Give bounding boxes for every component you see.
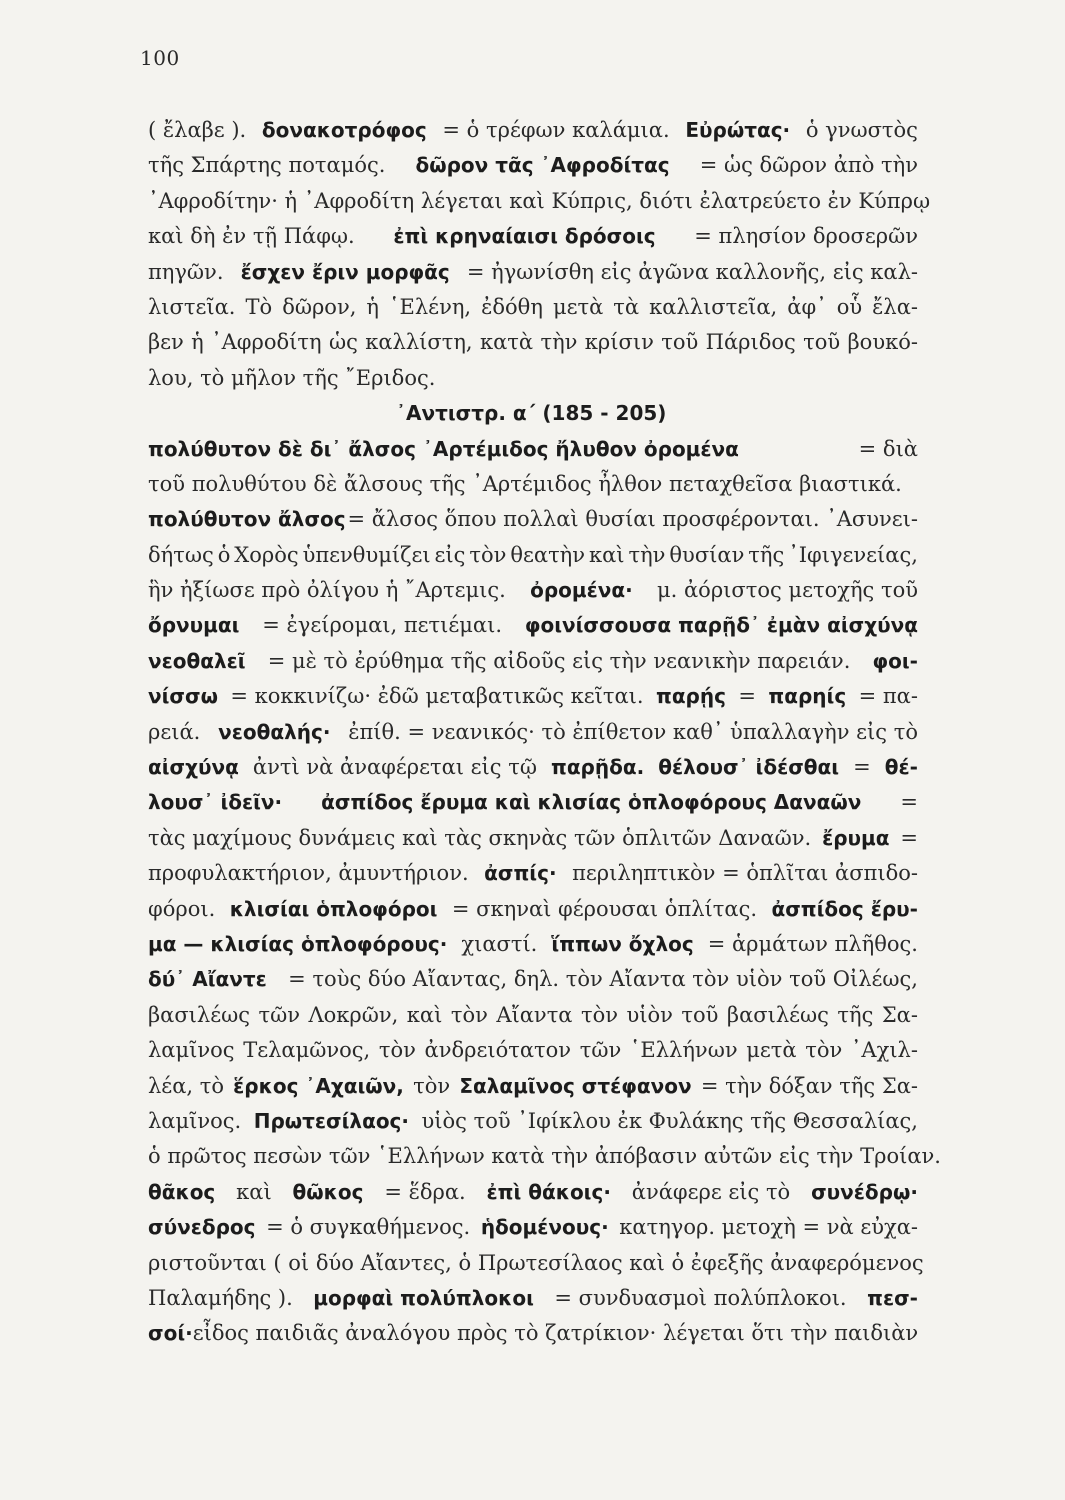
section-heading: ᾿Αντιστρ. α΄ (185 - 205) <box>396 401 667 426</box>
gloss-word: θυσίαν <box>669 542 745 567</box>
text-line <box>148 932 918 967</box>
gloss-text: χιαστί. <box>461 931 538 956</box>
gloss-word: ῾Ελένη, <box>389 294 472 319</box>
gloss-word: ἀνδρειότατον <box>424 1038 572 1063</box>
gloss-text: λέα, τὸ <box>148 1073 224 1098</box>
gloss-text: κατηγορ. μετοχὴ = νὰ εὐχα- <box>619 1215 918 1240</box>
lemma-term: δῶρον τᾶς ᾿Αφροδίτας <box>415 153 670 178</box>
gloss-text: = σκηναὶ φέρουσαι ὁπλίτας. <box>451 896 758 921</box>
gloss-text: = ἁρμάτων πλῆθος. <box>707 931 918 956</box>
gloss-word: τὸν <box>450 1002 488 1027</box>
text-line <box>148 1180 918 1215</box>
gloss-text: = ὁ συγκαθήμενος. <box>266 1215 471 1240</box>
gloss-word: μετὰ <box>746 1038 797 1063</box>
text-line <box>148 295 918 330</box>
gloss-word: ᾿Αχιλ- <box>850 1038 918 1063</box>
lemma-term: νεοθαλής· <box>218 719 331 744</box>
lemma-term: σύνεδρος <box>148 1215 256 1240</box>
lemma-term: αἰσχύνᾳ <box>148 755 239 780</box>
text-line <box>148 366 918 401</box>
lemma-term: μορφαὶ πολύπλοκοι <box>313 1285 534 1310</box>
gloss-word: οὗ <box>836 294 863 319</box>
gloss-text: = <box>738 684 756 709</box>
gloss-text: = μὲ τὸ ἐρύθημα τῆς αἰδοῦς εἰς τὴν νεανικὴν παρειάν. <box>267 648 851 673</box>
gloss-word: τοῦ <box>661 330 699 355</box>
text-line <box>148 897 918 932</box>
gloss-text: τῆς Σπάρτης ποταμός. <box>148 153 386 178</box>
gloss-text: = ὡς δῶρον ἀπὸ τὴν <box>699 153 918 178</box>
gloss-text: ἣν ἠξίωσε πρὸ ὀλίγου ἡ ῎Αρτεμις. <box>148 578 506 603</box>
lemma-term: πολύθυτον δὲ δι᾽ ἄλσος ᾿Αρτέμιδος ἤλυθον ὀρομένα <box>148 436 739 461</box>
gloss-word: Χορὸς <box>234 542 299 567</box>
lemma-term: Εὐρώτας· <box>685 118 791 142</box>
gloss-word: ἔλα- <box>872 294 918 319</box>
gloss-word: τὴν <box>540 330 578 355</box>
lemma-term: φοινίσσουσα παρῇδ᾽ ἐμὰν αἰσχύνᾳ <box>524 613 918 638</box>
lemma-term: πεσ- <box>867 1285 918 1310</box>
gloss-word: ὡς <box>328 330 358 355</box>
lemma-term: Σαλαμῖνος στέφανον <box>459 1073 692 1098</box>
lemma-term: ὄρνυμαι <box>148 613 240 638</box>
gloss-text: προφυλακτήριον, ἀμυντήριον. <box>148 861 469 886</box>
lemma-term: μα — κλισίας ὁπλοφόρους· <box>148 931 448 956</box>
lemma-term: λουσ᾽ ἰδεῖν· <box>148 790 283 815</box>
gloss-text: = <box>900 790 918 815</box>
text-line <box>148 613 918 648</box>
text-line <box>148 861 918 896</box>
gloss-word: ὁ <box>217 542 231 567</box>
gloss-text: πηγῶν. <box>148 259 224 284</box>
gloss-text: καὶ δὴ ἐν τῇ Πάφῳ. <box>148 224 355 249</box>
gloss-text: = ἕδρα. <box>384 1179 466 1204</box>
lemma-term: σοί· <box>148 1321 193 1346</box>
lemma-term: θᾶκος <box>148 1179 216 1204</box>
gloss-text: ἀνάφερε εἰς τὸ <box>631 1179 791 1204</box>
lemma-term: ἀσπίς· <box>484 861 557 886</box>
gloss-text: = ἐγείρομαι, πετιέμαι. <box>262 613 503 638</box>
gloss-word: Τελαμῶνος, <box>243 1038 371 1063</box>
lemma-term: ἡδομένους· <box>480 1215 609 1240</box>
gloss-word: ἡ <box>191 330 204 355</box>
text-line <box>148 118 918 153</box>
gloss-text: = ὁ τρέφων καλάμια. <box>442 118 670 142</box>
gloss-word: Αἴαντα <box>496 1002 573 1027</box>
gloss-text: ὁ γνωστὸς <box>805 118 918 142</box>
gloss-word: τοῦ <box>803 330 841 355</box>
gloss-word: τὸν <box>378 1038 416 1063</box>
gloss-text: = πλησίον δροσερῶν <box>694 224 918 249</box>
body-text <box>148 118 941 1357</box>
gloss-word: βεν <box>148 330 184 355</box>
text-line <box>148 790 918 825</box>
lemma-term: Πρωτεσίλαος· <box>253 1108 410 1133</box>
gloss-word: ῾Ελλήνων <box>629 1038 738 1063</box>
gloss-word: τὸν <box>580 1002 619 1027</box>
gloss-text: = ἠγωνίσθη εἰς ἀγῶνα καλλονῆς, εἰς καλ- <box>466 259 918 284</box>
lemma-term: πολύθυτον ἄλσος <box>148 507 346 532</box>
text-line <box>148 153 918 188</box>
lemma-term: δονακοτρόφος <box>261 118 427 142</box>
text-line <box>148 1109 918 1144</box>
gloss-text: υἱὸς τοῦ ᾿Ιφίκλου ἐκ Φυλάκης τῆς Θεσσαλίας, <box>421 1108 918 1133</box>
gloss-text: = συνδυασμοὶ πολύπλοκοι. <box>554 1285 847 1310</box>
gloss-word: καὶ <box>588 542 625 567</box>
gloss-text: λαμῖνος. <box>148 1108 242 1133</box>
gloss-text: ριστοῦνται ( οἱ δύο Αἴαντες, ὁ Πρωτεσίλαος καὶ ὁ ἐφεξῆς ἀναφερόμενος <box>148 1250 924 1275</box>
gloss-word: λαμῖνος <box>148 1038 235 1063</box>
gloss-word: μετὰ <box>552 294 604 319</box>
gloss-word: βουκό- <box>847 330 918 355</box>
gloss-word: βασιλέως <box>726 1002 829 1027</box>
page-number: 100 <box>140 46 180 70</box>
lemma-term: παρηίς <box>768 684 847 709</box>
text-line <box>148 649 918 684</box>
lemma-term: νίσσω <box>148 684 218 709</box>
gloss-word: δῶρον, <box>282 294 357 319</box>
lemma-term: νεοθαλεῖ <box>148 648 246 673</box>
gloss-text: λου, τὸ μῆλον τῆς ῎Εριδος. <box>148 365 436 390</box>
lemma-term: ἀσπίδος ἔρυμα καὶ κλισίας ὁπλοφόρους Δαναῶν <box>321 790 862 815</box>
text-line <box>148 967 918 1002</box>
text-line <box>148 507 918 542</box>
gloss-word: ᾿Αφροδίτη <box>211 330 322 355</box>
gloss-word: ἡ <box>366 294 380 319</box>
gloss-word: κρίσιν <box>584 330 654 355</box>
lemma-term: ἔσχεν ἔριν μορφᾶς <box>240 259 450 284</box>
gloss-word: τὸν <box>469 542 507 567</box>
text-line <box>148 437 918 472</box>
text-line <box>148 1286 918 1321</box>
lemma-term: ἐπὶ θάκοις· <box>486 1179 611 1204</box>
text-line <box>148 1215 918 1250</box>
gloss-word: τῆς <box>748 542 785 567</box>
lemma-term: ἔρυμα <box>822 825 890 850</box>
gloss-text: περιληπτικὸν = ὁπλῖται ἀσπιδο- <box>572 861 918 886</box>
text-line <box>148 1321 918 1356</box>
gloss-word: βασιλέως <box>148 1002 250 1027</box>
text-line <box>148 224 918 259</box>
lemma-term: δύ᾽ Αἴαντε <box>148 967 267 992</box>
gloss-word: θεατὴν <box>510 542 586 567</box>
text-line <box>148 755 918 790</box>
gloss-word: κατὰ <box>479 330 534 355</box>
gloss-word: τῶν <box>258 1002 300 1027</box>
gloss-word: καὶ <box>406 1002 443 1027</box>
text-line <box>148 330 918 365</box>
gloss-word: ὑπενθυμίζει <box>302 542 431 567</box>
lemma-term: θέλουσ᾽ ἰδέσθαι <box>658 755 840 780</box>
gloss-text: = τὴν δόξαν τῆς Σα- <box>700 1073 918 1098</box>
gloss-text: = διὰ <box>858 436 918 461</box>
gloss-text: ρειά. <box>148 719 201 744</box>
text-line <box>148 1074 918 1109</box>
lemma-term: ἵππων ὄχλος <box>551 931 694 956</box>
gloss-text: φόροι. <box>148 896 216 921</box>
gloss-text: = πα- <box>858 684 918 709</box>
gloss-word: τῆς <box>837 1002 874 1027</box>
gloss-word: δήτως <box>148 542 214 567</box>
text-line <box>148 684 918 719</box>
gloss-word: εἰς <box>434 542 466 567</box>
gloss-word: υἱὸν <box>626 1002 673 1027</box>
lemma-term: ἀσπίδος ἔρυ- <box>771 896 918 921</box>
gloss-text: τὸν <box>413 1073 451 1098</box>
gloss-word: Τὸ <box>245 294 273 319</box>
text-line <box>148 543 918 578</box>
text-line <box>148 472 918 507</box>
gloss-text: = τοὺς δύο Αἴαντας, δηλ. τὸν Αἴαντα τὸν υἱὸν τοῦ Οἰλέως, <box>288 967 918 992</box>
gloss-text: ἀντὶ νὰ ἀναφέρεται εἰς τῷ <box>252 755 537 780</box>
text-line <box>148 188 931 224</box>
gloss-word: καλλίστη, <box>365 330 473 355</box>
text-line <box>148 1003 918 1038</box>
lemma-term: θῶκος <box>292 1179 364 1204</box>
gloss-word: τὰ <box>613 294 640 319</box>
lemma-term: παρῇδα. <box>551 755 645 780</box>
gloss-text: ὁ πρῶτος πεσὼν τῶν ῾Ελλήνων κατὰ τὴν ἀπόβασιν αὐτῶν εἰς τὴν Τροίαν. <box>148 1144 941 1169</box>
gloss-text: εἶδος παιδιᾶς ἀναλόγου πρὸς τὸ ζατρίκιον· λέγεται ὅτι τὴν παιδιὰν <box>192 1321 919 1346</box>
lemma-term: παρῄς <box>656 684 726 709</box>
gloss-text: = κοκκινίζω· ἐδῶ μεταβατικῶς κεῖται. <box>230 684 644 709</box>
gloss-word: τοῦ <box>681 1002 719 1027</box>
gloss-text: τὰς μαχίμους δυνάμεις καὶ τὰς σκηνὰς τῶν ὁπλιτῶν Δαναῶν. <box>148 825 812 850</box>
lemma-term: ὀρομένα· <box>530 578 633 603</box>
text-line <box>148 260 918 295</box>
gloss-text: τοῦ πολυθύτου δὲ ἄλσους τῆς ᾿Αρτέμιδος ἦλθον πεταχθεῖσα βιαστικά. <box>148 471 902 496</box>
gloss-word: τῶν <box>579 1038 622 1063</box>
gloss-word: ἐδόθη <box>481 294 543 319</box>
lemma-term: θέ- <box>884 755 918 780</box>
lemma-term: ἕρκος ᾿Αχαιῶν, <box>233 1073 404 1098</box>
text-line <box>148 578 918 613</box>
gloss-text: ᾿Αφροδίτην· ἡ ᾿Αφροδίτη λέγεται καὶ Κύπρις, διότι ἐλατρεύετο ἐν Κύπρῳ <box>148 188 931 213</box>
gloss-word: Πάριδος <box>705 330 796 355</box>
lemma-term: συνέδρῳ· <box>811 1179 918 1204</box>
text-line <box>148 1038 918 1073</box>
lemma-term: κλισίαι ὁπλοφόροι <box>229 896 438 921</box>
gloss-word: ἀφ᾽ <box>787 294 827 319</box>
gloss-text: Παλαμήδης ). <box>148 1285 293 1310</box>
text-line <box>148 720 918 755</box>
gloss-text: = <box>853 755 871 780</box>
gloss-text: = ἄλσος ὅπου πολλαὶ θυσίαι προσφέρονται. ᾿Ασυνει- <box>347 507 918 532</box>
text-line <box>148 1250 924 1286</box>
gloss-text: καὶ <box>236 1179 272 1204</box>
gloss-word: ᾿Ιφιγενείας, <box>788 542 918 567</box>
lemma-term: φοι- <box>872 648 918 673</box>
gloss-text: μ. ἀόριστος μετοχῆς τοῦ <box>657 578 918 603</box>
text-line <box>148 826 918 861</box>
lemma-term: ἐπὶ κρηναίαισι δρόσοις <box>393 224 656 249</box>
gloss-word: Σα- <box>881 1002 918 1027</box>
gloss-word: καλλιστεῖα, <box>649 294 778 319</box>
gloss-text: = <box>900 825 918 850</box>
gloss-word: τὸν <box>805 1038 843 1063</box>
gloss-word: λιστεῖα. <box>148 294 236 319</box>
gloss-text: ἐπίθ. = νεανικός· τὸ ἐπίθετον καθ᾽ ὑπαλλαγὴν εἰς τὸ <box>348 719 918 744</box>
text-line <box>148 1144 941 1179</box>
gloss-word: τὴν <box>628 542 666 567</box>
gloss-word: Λοκρῶν, <box>308 1002 399 1027</box>
gloss-text: ( ἔλαβε ). <box>148 118 247 142</box>
